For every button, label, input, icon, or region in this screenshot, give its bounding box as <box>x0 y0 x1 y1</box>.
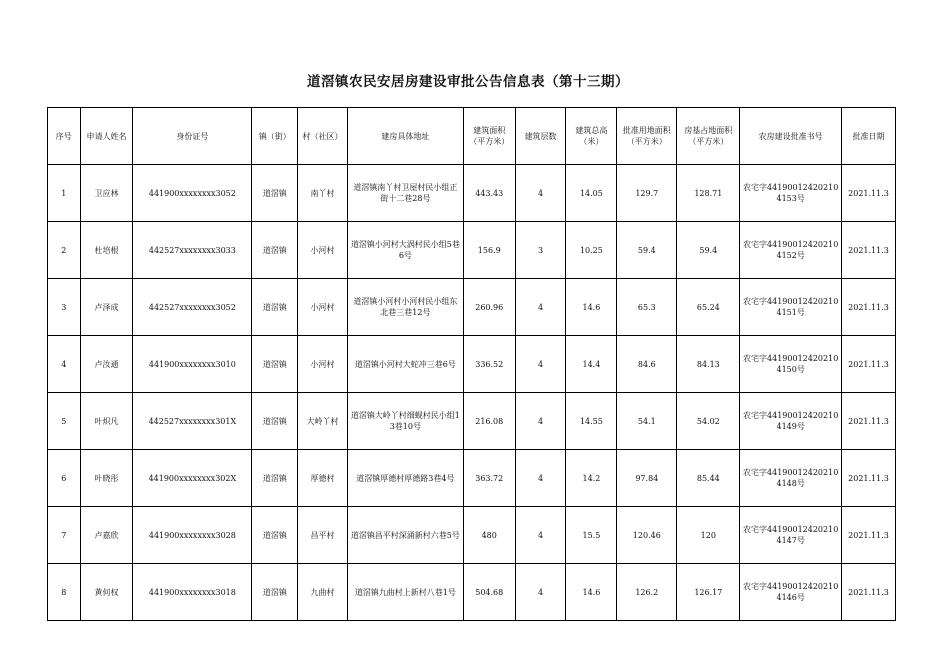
cell-approved-land-area: 84.6 <box>617 336 677 393</box>
cell-approval-date: 2021.11.3 <box>842 564 896 621</box>
cell-village: 小河村 <box>298 336 348 393</box>
cell-total-height: 14.6 <box>566 564 617 621</box>
cell-village: 九曲村 <box>298 564 348 621</box>
cell-seq: 8 <box>48 564 81 621</box>
page-title: 道滘镇农民安居房建设审批公告信息表（第十三期） <box>307 74 629 90</box>
cell-village: 小河村 <box>298 222 348 279</box>
cell-seq: 4 <box>48 336 81 393</box>
cell-floor-area: 260.96 <box>463 279 515 336</box>
cell-approved-land-area: 54.1 <box>617 393 677 450</box>
cell-approved-land-area: 65.3 <box>617 279 677 336</box>
cell-seq: 7 <box>48 507 81 564</box>
cell-floor-area: 504.68 <box>463 564 515 621</box>
cell-approval-date: 2021.11.3 <box>842 279 896 336</box>
cell-town: 道滘镇 <box>252 165 298 222</box>
table-row <box>48 279 896 336</box>
cell-address: 道滘镇南丫村卫屋村民小组正街十二巷28号 <box>347 165 463 222</box>
cell-applicant-name: 杜培根 <box>80 222 133 279</box>
cell-approved-land-area: 126.2 <box>617 564 677 621</box>
cell-town: 道滘镇 <box>252 279 298 336</box>
cell-floors: 4 <box>515 393 566 450</box>
cell-address: 道滘镇小河村大蛇冲三巷6号 <box>347 336 463 393</box>
cell-town: 道滘镇 <box>252 336 298 393</box>
cell-floor-area: 363.72 <box>463 450 515 507</box>
cell-town: 道滘镇 <box>252 222 298 279</box>
cell-id-number: 441900xxxxxxxx302X <box>133 450 252 507</box>
table-row <box>48 507 896 564</box>
cell-total-height: 14.05 <box>566 165 617 222</box>
col-header-floors: 建筑层数 <box>515 108 566 165</box>
cell-footprint-area: 126.17 <box>677 564 740 621</box>
cell-approved-land-area: 59.4 <box>617 222 677 279</box>
table-row <box>48 222 896 279</box>
approval-table <box>47 107 896 621</box>
cell-seq: 2 <box>48 222 81 279</box>
cell-floors: 3 <box>515 222 566 279</box>
cell-floors: 4 <box>515 165 566 222</box>
cell-seq: 5 <box>48 393 81 450</box>
cell-town: 道滘镇 <box>252 393 298 450</box>
cell-approval-number: 农宅字441900124202104153号 <box>740 165 842 222</box>
col-header-village: 村（社区） <box>298 108 348 165</box>
cell-approval-number: 农宅字441900124202104146号 <box>740 564 842 621</box>
cell-floors: 4 <box>515 507 566 564</box>
table-row <box>48 564 896 621</box>
cell-floors: 4 <box>515 336 566 393</box>
cell-village: 小河村 <box>298 279 348 336</box>
col-header-approval-number: 农房建设批准书号 <box>740 108 842 165</box>
cell-approval-number: 农宅字441900124202104149号 <box>740 393 842 450</box>
cell-applicant-name: 卫应林 <box>80 165 133 222</box>
cell-floor-area: 443.43 <box>463 165 515 222</box>
cell-footprint-area: 59.4 <box>677 222 740 279</box>
cell-total-height: 14.6 <box>566 279 617 336</box>
cell-applicant-name: 卢嘉欣 <box>80 507 133 564</box>
cell-approval-date: 2021.11.3 <box>842 165 896 222</box>
cell-floor-area: 216.08 <box>463 393 515 450</box>
cell-village: 厚德村 <box>298 450 348 507</box>
cell-applicant-name: 黄何权 <box>80 564 133 621</box>
cell-approval-date: 2021.11.3 <box>842 336 896 393</box>
cell-total-height: 10.25 <box>566 222 617 279</box>
cell-applicant-name: 叶炽凡 <box>80 393 133 450</box>
cell-approval-number: 农宅字441900124202104147号 <box>740 507 842 564</box>
cell-approved-land-area: 129.7 <box>617 165 677 222</box>
cell-approval-date: 2021.11.3 <box>842 507 896 564</box>
cell-id-number: 441900xxxxxxxx3028 <box>133 507 252 564</box>
table-row <box>48 393 896 450</box>
cell-id-number: 442527xxxxxxxx301X <box>133 393 252 450</box>
cell-id-number: 441900xxxxxxxx3052 <box>133 165 252 222</box>
cell-applicant-name: 卢汝通 <box>80 336 133 393</box>
cell-town: 道滘镇 <box>252 564 298 621</box>
table-row <box>48 336 896 393</box>
col-header-total-height: 建筑总高（米） <box>566 108 617 165</box>
cell-applicant-name: 叶晓彤 <box>80 450 133 507</box>
cell-floors: 4 <box>515 564 566 621</box>
cell-seq: 1 <box>48 165 81 222</box>
cell-approval-date: 2021.11.3 <box>842 222 896 279</box>
cell-floor-area: 336.52 <box>463 336 515 393</box>
cell-town: 道滘镇 <box>252 507 298 564</box>
cell-address: 道滘镇大岭丫村细蚬村民小组13巷10号 <box>347 393 463 450</box>
cell-floor-area: 480 <box>463 507 515 564</box>
cell-floor-area: 156.9 <box>463 222 515 279</box>
cell-address: 道滘镇昌平村深涌新村六巷5号 <box>347 507 463 564</box>
table-row <box>48 165 896 222</box>
cell-total-height: 15.5 <box>566 507 617 564</box>
cell-village: 南丫村 <box>298 165 348 222</box>
col-header-approved-land-area: 批准用地面积（平方米） <box>617 108 677 165</box>
cell-village: 大岭丫村 <box>298 393 348 450</box>
col-header-id-number: 身份证号 <box>133 108 252 165</box>
cell-footprint-area: 85.44 <box>677 450 740 507</box>
table-row <box>48 450 896 507</box>
cell-applicant-name: 卢泽成 <box>80 279 133 336</box>
cell-town: 道滘镇 <box>252 450 298 507</box>
col-header-town: 镇（街） <box>252 108 298 165</box>
header-row <box>48 108 896 165</box>
cell-footprint-area: 120 <box>677 507 740 564</box>
cell-approval-number: 农宅字441900124202104151号 <box>740 279 842 336</box>
cell-approval-date: 2021.11.3 <box>842 393 896 450</box>
cell-address: 道滘镇小河村小河村民小组东北巷三巷12号 <box>347 279 463 336</box>
col-header-footprint-area: 房基占地面积（平方米） <box>677 108 740 165</box>
cell-approved-land-area: 120.46 <box>617 507 677 564</box>
col-header-address: 建房具体地址 <box>347 108 463 165</box>
cell-footprint-area: 128.71 <box>677 165 740 222</box>
cell-id-number: 441900xxxxxxxx3018 <box>133 564 252 621</box>
col-header-seq: 序号 <box>48 108 81 165</box>
cell-approved-land-area: 97.84 <box>617 450 677 507</box>
cell-address: 道滘镇小河村大涡村民小组5巷6号 <box>347 222 463 279</box>
cell-seq: 3 <box>48 279 81 336</box>
cell-village: 昌平村 <box>298 507 348 564</box>
cell-address: 道滘镇九曲村上新村八巷1号 <box>347 564 463 621</box>
cell-approval-date: 2021.11.3 <box>842 450 896 507</box>
cell-id-number: 441900xxxxxxxx3010 <box>133 336 252 393</box>
cell-address: 道滘镇厚德村厚德路3巷4号 <box>347 450 463 507</box>
cell-footprint-area: 54.02 <box>677 393 740 450</box>
col-header-applicant-name: 申请人姓名 <box>80 108 133 165</box>
cell-total-height: 14.2 <box>566 450 617 507</box>
cell-total-height: 14.55 <box>566 393 617 450</box>
cell-approval-number: 农宅字441900124202104150号 <box>740 336 842 393</box>
cell-footprint-area: 65.24 <box>677 279 740 336</box>
cell-id-number: 442527xxxxxxxx3033 <box>133 222 252 279</box>
cell-footprint-area: 84.13 <box>677 336 740 393</box>
cell-approval-number: 农宅字441900124202104148号 <box>740 450 842 507</box>
cell-floors: 4 <box>515 279 566 336</box>
cell-floors: 4 <box>515 450 566 507</box>
cell-total-height: 14.4 <box>566 336 617 393</box>
col-header-floor-area: 建筑面积（平方米） <box>463 108 515 165</box>
cell-seq: 6 <box>48 450 81 507</box>
col-header-approval-date: 批准日期 <box>842 108 896 165</box>
cell-id-number: 442527xxxxxxxx3052 <box>133 279 252 336</box>
cell-approval-number: 农宅字441900124202104152号 <box>740 222 842 279</box>
